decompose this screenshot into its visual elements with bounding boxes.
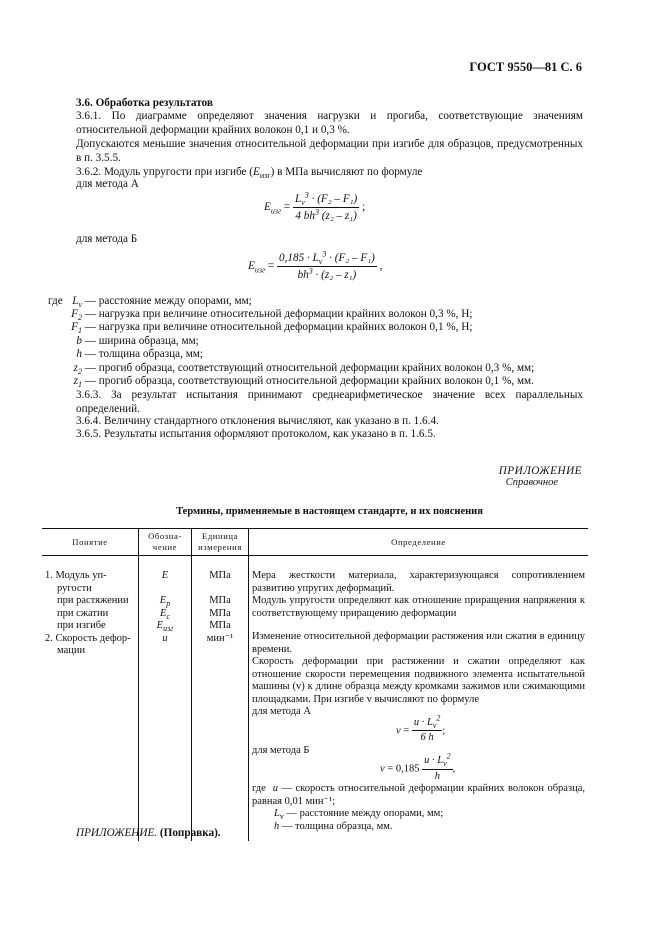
def-lv-text: — расстояние между опорами, мм; (286, 808, 444, 819)
p362-post: ) в МПа вычисляют по формуле (270, 166, 423, 178)
formula-a-fraction (293, 192, 359, 223)
definition-text: прогиб образца, соответствующий относительной деформации крайних волокон 0,3 %, мм; (98, 362, 535, 374)
paragraph-3-6-3: 3.6.3. За результат испытания принимают среднеарифметическое значение всех параллельных определений. (76, 389, 583, 415)
formula-b-num-sub: v (318, 257, 323, 267)
definition-row: $z_1$ — прогиб образца, соответствующий относительной деформации крайних волокон 0,1 %, мм. (42, 374, 587, 388)
definition-text: толщина образца, мм; (98, 348, 203, 360)
paragraph-3-6-1-text: 3.6.1. По диаграмме определяют значения нагрузки и прогиба, соответствующие значениям относительной деформации крайних волокон 0,1 и 0,3 %. (76, 110, 583, 136)
symbol-value: u (162, 632, 168, 644)
definition-row: h — толщина образца, мм; (42, 347, 587, 361)
definition-row: где $L_v$ — расстояние между опорами, мм; (42, 294, 587, 308)
concept-line: при изгибе (57, 620, 106, 631)
definition-text: ширина образца, мм; (98, 335, 199, 347)
col-header-unit: Единица измерения (192, 529, 249, 556)
definition-symbol-letter: b (76, 335, 82, 347)
paragraph-3-6-4: 3.6.4. Величину стандартного отклонения вычисляют, как указано в п. 1.6.4. (76, 415, 439, 427)
def-formula-a-num: u · L (413, 716, 433, 728)
formula-b-num-sup: 3 (322, 249, 327, 259)
formula-b-lhs-sub: изг (254, 265, 266, 275)
unit-cell (192, 556, 249, 842)
definition-text: прогиб образца, соответствующий относительной деформации крайних волокон 0,1 %, мм. (98, 375, 534, 387)
def-formula-a: v = $\frac{u \cdot L_v^2}{6 h}$ ; (396, 713, 446, 743)
formula-a-num-sup: 3 (304, 190, 309, 200)
unit-value: МПа (209, 607, 231, 619)
paragraph-3-6-1-b (76, 137, 583, 165)
p362-sub: изг (259, 171, 271, 181)
paragraph-3-6-1-b-text: Допускаются меньшие значения относительной деформации при изгибе для образцов, предусмотренных в п. 3.5.5. (76, 138, 583, 164)
col-header-concept: Понятие (42, 529, 139, 556)
formula-a-den-rest: (z₂ – z₁) (318, 210, 357, 222)
formula-b-fraction (277, 251, 377, 282)
formula-a: $E_{изг}$ = $\frac{L_v^3 \cdot (F_2 - F_1)}{4 bh^3 (z_2 - z_1)}$ ; (264, 190, 366, 222)
def-h: h — толщина образца, мм. (274, 820, 393, 832)
footnote-bold: (Поправка). (157, 827, 221, 839)
def-formula-b: v = 0,185 $\frac{u \cdot L_v^2}{h}$ , (380, 751, 456, 782)
definition-rate: Изменение относительной деформации растяжения или сжатия в единицу времени. (252, 631, 585, 655)
table-title: Термины, применяемые в настоящем стандарте, и их пояснения (176, 506, 483, 517)
unit-value: мин⁻¹ (206, 632, 234, 644)
method-a-label: для метода А (76, 178, 139, 190)
concept-line: при сжатии (57, 607, 109, 619)
footnote-italic: ПРИЛОЖЕНИЕ. (76, 827, 158, 839)
def-formula-b-lhs: v (380, 763, 385, 775)
definition-symbol-sub: v (78, 300, 82, 310)
concept-line: мации (57, 645, 86, 656)
symbol-sub: р (166, 599, 171, 609)
section-title: 3.6. Обработка результатов (76, 97, 213, 109)
def-formula-b-tail: , (452, 763, 456, 775)
appendix-title: ПРИЛОЖЕНИЕ (498, 465, 582, 477)
paragraph-3-6-1 (76, 109, 583, 137)
definition-symbol (42, 361, 82, 375)
p362-pre: 3.6.2. Модуль упругости при изгибе ( (76, 166, 254, 178)
def-formula-a-lhs: v (396, 724, 401, 736)
concept-line: ругости (57, 582, 92, 594)
formula-a-den: 4 bh (295, 210, 315, 222)
unit-value: МПа (209, 595, 231, 606)
def-formula-b-den: h (434, 770, 440, 782)
p362-symbol: E (253, 166, 260, 178)
def-formula-b-num-sub: v (443, 759, 447, 769)
terms-table (42, 528, 588, 841)
def-formula-a-num-sub: v (432, 720, 437, 730)
col-header-definition: Определение (249, 529, 589, 556)
def-where: где (252, 783, 266, 794)
def-formula-a-num-sup: 2 (436, 713, 441, 722)
where-label: где (48, 295, 63, 307)
table-row (42, 556, 588, 842)
definition-text: нагрузка при величине относительной деформации крайних волокон 0,1 %, Н; (98, 321, 473, 333)
paragraph-3-6-5: 3.6.5. Результаты испытания оформляют протоколом, как указано в п. 1.6.5. (76, 428, 436, 440)
formula-b-den-sup: 3 (308, 266, 313, 276)
col-header-symbol: Обозна- чение (139, 529, 192, 556)
definition-row: b — ширина образца, мм; (42, 334, 587, 348)
definition-symbol-letter: L (72, 295, 79, 307)
def-lv: $L_v$ — расстояние между опорами, мм; (274, 808, 444, 822)
method-b-label: для метода Б (76, 233, 138, 245)
page-header: ГОСТ 9550—81 С. 6 (469, 60, 582, 74)
definition-symbol-sub: 1 (78, 380, 82, 390)
definition-cell (249, 556, 589, 842)
unit-value: МПа (209, 570, 231, 581)
formula-b-num: 0,185 · L (279, 252, 319, 264)
definition-symbol (42, 320, 82, 334)
definition-symbol-sub: 2 (78, 313, 82, 323)
definition-text: расстояние между опорами, мм; (98, 295, 252, 307)
definition-rate-method: Скорость деформации при растяжении и сжатии определяют как отношение скорости перемещения подвижного элемента испытательной машины (v) к длине образца между кромками зажимов или сжимающими площадками. При изгибе v вычисляют по формуле (252, 656, 585, 705)
formula-a-num: L (295, 193, 302, 205)
definition-row: $F_2$ — нагрузка при величине относительной деформации крайних волокон 0,3 %, Н; (42, 307, 587, 321)
unit-value: МПа (209, 620, 231, 631)
formula-a-den-sup: 3 (314, 207, 319, 217)
def-formula-b-num: u · L (424, 755, 444, 766)
symbol-cell (139, 556, 192, 842)
definition-row: $z_2$ — прогиб образца, соответствующий относительной деформации крайних волокон 0,3 %, мм; (42, 361, 587, 375)
def-u-symbol: u (272, 783, 279, 794)
symbol-value: E (160, 607, 167, 619)
def-formula-b-coef: 0,185 (395, 763, 420, 775)
concept-cell (42, 556, 139, 842)
definition-symbol-letter: z (73, 375, 78, 387)
symbol-value: E (156, 620, 164, 631)
symbol-sub: с (166, 611, 170, 621)
symbol-value: E (161, 570, 169, 581)
symbol-sub: изг (163, 624, 174, 634)
formula-a-num-rest: · (F₂ – F₁) (308, 193, 358, 205)
definition-symbol-sub: 2 (78, 367, 82, 377)
definition-symbol-letter: F (71, 308, 78, 320)
footnote (76, 826, 221, 840)
definition-row: $F_1$ — нагрузка при величине относительной деформации крайних волокон 0,1 %, Н; (42, 320, 587, 334)
definition-symbol (42, 347, 82, 361)
definition-modulus: Мера жесткости материала, характеризующаяся сопротивлением развитию упругих деформаций. (252, 570, 585, 594)
def-formula-b-num-sup: 2 (446, 751, 451, 761)
definition-symbol-letter: h (76, 348, 82, 360)
def-h-text: — толщина образца, мм. (281, 820, 393, 832)
appendix-subtitle: Справочное (505, 477, 558, 488)
def-formula-a-tail: ; (442, 724, 446, 736)
symbol-value: E (159, 595, 167, 606)
definition-symbol (42, 374, 82, 388)
definition-text: нагрузка при величине относительной деформации крайних волокон 0,3 %, Н; (98, 308, 473, 320)
definition-symbol (42, 334, 82, 348)
formula-b-den-rest: · (z₂ – z₁) (312, 269, 357, 281)
formula-b: $E_{изг}$ = $\frac{0,185 \cdot L_v^3 \cdot (F_2 - F_1)}{bh^3 \cdot (z_2 - z_1)}$ , (248, 249, 383, 281)
formula-a-lhs: E (264, 201, 271, 214)
def-method-a: для метода А (252, 706, 311, 717)
definition-symbol-letter: z (73, 362, 78, 374)
concept-line: 2. Скорость дефор- (45, 632, 131, 644)
definition-symbol (42, 307, 82, 321)
definition-symbol-letter: F (71, 321, 78, 333)
formula-a-tail: ; (362, 201, 366, 214)
formula-b-tail: , (379, 260, 383, 273)
definition-symbol-sub: 1 (78, 326, 82, 336)
concept-line: 1. Модуль уп- (45, 570, 107, 581)
def-u-text: — скорость относительной деформации крайних волокон образца, равная 0,01 мин⁻¹; (252, 783, 586, 807)
formula-a-lhs-sub: изг (270, 206, 282, 216)
concept-line: при растяжении (57, 595, 129, 606)
definition-modulus-method: Модуль упругости определяют как отношение приращения напряжения к соответствующему приращению деформации (252, 595, 585, 619)
formula-b-num-rest: · (F₂ – F₁) (326, 252, 375, 264)
formula-a-num-sub: v (301, 198, 305, 208)
formula-b-lhs: E (248, 260, 255, 273)
def-method-b: для метода Б (252, 744, 310, 756)
def-formula-a-den: 6 h (420, 732, 434, 743)
def-where-u (252, 783, 585, 808)
formula-b-den: bh (297, 269, 309, 281)
